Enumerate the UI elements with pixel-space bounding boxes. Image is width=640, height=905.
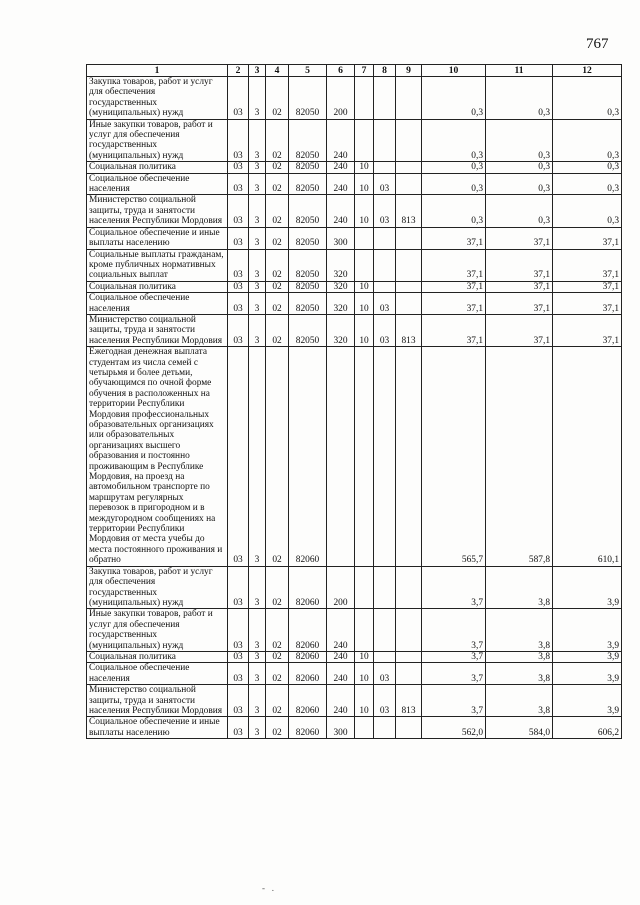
header-cell: 5 [289,65,327,77]
code-rz: 10 [355,663,374,685]
header-cell: 3 [249,65,266,77]
code-om: 02 [266,195,289,227]
code-pp: 3 [249,173,266,195]
code-grbs [396,293,422,315]
code-gp: 03 [228,293,249,315]
code-grbs [396,162,422,173]
table-row [87,609,622,652]
table-row [87,227,622,249]
code-vr: 320 [327,281,355,292]
code-direction: 82050 [289,227,327,249]
table-row [87,651,622,662]
row-name: Министерство социальной защиты, труда и занятости населения Республики Мордовия [87,314,228,346]
code-pr [374,609,396,652]
code-direction: 82060 [289,685,327,717]
code-rz: 10 [355,281,374,292]
code-pr: 03 [374,314,396,346]
code-grbs: 813 [396,195,422,227]
code-om: 02 [266,609,289,652]
code-pp: 3 [249,195,266,227]
amount-year-3: 3,9 [553,609,622,652]
amount-year-3: 37,1 [553,293,622,315]
code-direction: 82050 [289,195,327,227]
amount-year-3: 37,1 [553,249,622,281]
code-gp: 03 [228,162,249,173]
code-gp: 03 [228,314,249,346]
code-grbs [396,566,422,609]
code-om: 02 [266,663,289,685]
code-pr [374,566,396,609]
table-row [87,314,622,346]
code-gp: 03 [228,173,249,195]
amount-year-3: 37,1 [553,281,622,292]
amount-year-2: 3,8 [486,663,553,685]
code-vr: 200 [327,77,355,120]
code-vr: 240 [327,609,355,652]
amount-year-1: 3,7 [422,566,486,609]
amount-year-2: 587,8 [486,347,553,567]
amount-year-3: 3,9 [553,685,622,717]
code-vr: 240 [327,651,355,662]
code-direction: 82060 [289,609,327,652]
code-om: 02 [266,566,289,609]
code-vr: 240 [327,162,355,173]
table-row [87,717,622,739]
amount-year-2: 3,8 [486,685,553,717]
code-gp: 03 [228,663,249,685]
row-name: Социальное обеспечение и иные выплаты населению [87,717,228,739]
code-direction: 82060 [289,651,327,662]
code-rz: 10 [355,314,374,346]
code-om: 02 [266,347,289,567]
code-gp: 03 [228,119,249,162]
code-direction: 82060 [289,663,327,685]
code-rz: 10 [355,685,374,717]
table-row [87,119,622,162]
amount-year-2: 37,1 [486,227,553,249]
code-direction: 82050 [289,249,327,281]
code-pr: 03 [374,293,396,315]
code-grbs: 813 [396,314,422,346]
code-pp: 3 [249,227,266,249]
budget-table [86,64,622,739]
code-pp: 3 [249,566,266,609]
code-om: 02 [266,293,289,315]
code-om: 02 [266,717,289,739]
code-direction: 82060 [289,717,327,739]
row-name: Социальное обеспечение населения [87,173,228,195]
amount-year-3: 0,3 [553,77,622,120]
code-grbs [396,347,422,567]
amount-year-2: 0,3 [486,119,553,162]
code-pp: 3 [249,685,266,717]
code-grbs [396,609,422,652]
amount-year-1: 37,1 [422,249,486,281]
amount-year-1: 37,1 [422,314,486,346]
amount-year-1: 3,7 [422,685,486,717]
amount-year-1: 0,3 [422,119,486,162]
code-grbs [396,119,422,162]
code-direction: 82050 [289,77,327,120]
code-direction: 82050 [289,173,327,195]
code-rz: 10 [355,651,374,662]
code-grbs [396,173,422,195]
code-vr: 240 [327,195,355,227]
code-pp: 3 [249,314,266,346]
row-name: Социальная политика [87,651,228,662]
code-om: 02 [266,119,289,162]
amount-year-2: 37,1 [486,281,553,292]
page-number: 767 [586,36,609,52]
code-gp: 03 [228,566,249,609]
amount-year-1: 37,1 [422,281,486,292]
header-row [87,65,622,77]
code-direction: 82050 [289,162,327,173]
code-pr [374,717,396,739]
code-rz [355,609,374,652]
amount-year-1: 37,1 [422,227,486,249]
row-name: Министерство социальной защиты, труда и занятости населения Республики Мордовия [87,195,228,227]
code-gp: 03 [228,227,249,249]
table-row [87,195,622,227]
amount-year-2: 37,1 [486,314,553,346]
code-om: 02 [266,77,289,120]
code-pr: 03 [374,685,396,717]
code-om: 02 [266,227,289,249]
code-vr: 240 [327,685,355,717]
table-row [87,173,622,195]
code-rz: 10 [355,195,374,227]
header-cell: 8 [374,65,396,77]
code-gp: 03 [228,609,249,652]
code-om: 02 [266,173,289,195]
table-row [87,249,622,281]
code-gp: 03 [228,195,249,227]
code-grbs [396,249,422,281]
header-cell: 10 [422,65,486,77]
code-direction: 82060 [289,566,327,609]
code-pp: 3 [249,293,266,315]
code-pr [374,77,396,120]
table-row [87,347,622,567]
amount-year-2: 3,8 [486,566,553,609]
code-gp: 03 [228,281,249,292]
table-row [87,685,622,717]
code-grbs [396,717,422,739]
code-gp: 03 [228,717,249,739]
amount-year-3: 3,9 [553,651,622,662]
amount-year-1: 3,7 [422,651,486,662]
code-rz: 10 [355,173,374,195]
code-direction: 82050 [289,293,327,315]
code-pp: 3 [249,663,266,685]
row-name: Социальное обеспечение населения [87,663,228,685]
code-grbs: 813 [396,685,422,717]
code-pr [374,281,396,292]
table-body [87,77,622,739]
row-name: Социальное обеспечение населения [87,293,228,315]
code-om: 02 [266,162,289,173]
amount-year-1: 0,3 [422,173,486,195]
amount-year-2: 3,8 [486,651,553,662]
code-pr [374,347,396,567]
code-gp: 03 [228,77,249,120]
code-pp: 3 [249,651,266,662]
code-pr [374,249,396,281]
code-rz [355,249,374,281]
row-name: Министерство социальной защиты, труда и занятости населения Республики Мордовия [87,685,228,717]
code-grbs [396,281,422,292]
code-grbs [396,651,422,662]
header-cell: 11 [486,65,553,77]
code-pp: 3 [249,119,266,162]
code-rz: 10 [355,162,374,173]
code-direction: 82050 [289,119,327,162]
code-rz [355,119,374,162]
code-rz: 10 [355,293,374,315]
amount-year-2: 37,1 [486,249,553,281]
code-gp: 03 [228,651,249,662]
header-cell: 12 [553,65,622,77]
row-name: Иные закупки товаров, работ и услуг для обеспечения государственных (муниципальных) нужд [87,119,228,162]
code-pr [374,119,396,162]
code-direction: 82060 [289,347,327,567]
code-vr: 320 [327,293,355,315]
row-name: Ежегодная денежная выплата студентам из числа семей с четырьмя и более детьми, обучающимся по очной форме обучения в расположенных на территории Республики Мордовия профессиональных образовательных организациях или образовательных организациях высшего образования и постоянно проживающим в Республике Мордовия, на проезд на автомобильном транспорте по маршрутам регулярных перевозок в пригородном и в междугородном сообщениях на территории Республики Мордовия от места учебы до места постоянного проживания и обратно [87,347,228,567]
code-grbs [396,227,422,249]
header-cell: 1 [87,65,228,77]
code-vr: 200 [327,566,355,609]
code-direction: 82050 [289,281,327,292]
amount-year-3: 3,9 [553,566,622,609]
amount-year-1: 37,1 [422,293,486,315]
code-gp: 03 [228,347,249,567]
amount-year-3: 0,3 [553,195,622,227]
amount-year-3: 3,9 [553,663,622,685]
code-rz [355,717,374,739]
code-pr [374,651,396,662]
amount-year-2: 0,3 [486,77,553,120]
code-pr: 03 [374,663,396,685]
code-rz [355,347,374,567]
header-cell: 2 [228,65,249,77]
amount-year-3: 37,1 [553,227,622,249]
row-name: Закупка товаров, работ и услуг для обеспечения государственных (муниципальных) нужд [87,566,228,609]
amount-year-3: 0,3 [553,162,622,173]
code-vr: 320 [327,249,355,281]
table-row [87,281,622,292]
amount-year-1: 0,3 [422,77,486,120]
code-vr: 240 [327,173,355,195]
table-row [87,293,622,315]
row-name: Социальная политика [87,162,228,173]
amount-year-3: 0,3 [553,173,622,195]
amount-year-3: 606,2 [553,717,622,739]
code-vr: 300 [327,717,355,739]
amount-year-2: 0,3 [486,173,553,195]
code-rz [355,77,374,120]
row-name: Иные закупки товаров, работ и услуг для обеспечения государственных (муниципальных) нужд [87,609,228,652]
row-name: Социальное обеспечение и иные выплаты населению [87,227,228,249]
header-cell: 7 [355,65,374,77]
code-pp: 3 [249,609,266,652]
amount-year-2: 0,3 [486,162,553,173]
table-row [87,566,622,609]
scan-mark: - . [262,883,274,893]
row-name: Закупка товаров, работ и услуг для обеспечения государственных (муниципальных) нужд [87,77,228,120]
code-pp: 3 [249,281,266,292]
code-gp: 03 [228,249,249,281]
row-name: Социальная политика [87,281,228,292]
amount-year-1: 562,0 [422,717,486,739]
code-pr: 03 [374,195,396,227]
amount-year-1: 565,7 [422,347,486,567]
header-cell: 9 [396,65,422,77]
code-pr: 03 [374,173,396,195]
code-om: 02 [266,651,289,662]
amount-year-2: 584,0 [486,717,553,739]
code-om: 02 [266,685,289,717]
amount-year-2: 3,8 [486,609,553,652]
code-rz [355,227,374,249]
table-row [87,663,622,685]
code-pp: 3 [249,717,266,739]
code-pr [374,227,396,249]
header-cell: 4 [266,65,289,77]
amount-year-1: 0,3 [422,162,486,173]
code-gp: 03 [228,685,249,717]
code-om: 02 [266,281,289,292]
amount-year-3: 37,1 [553,314,622,346]
code-vr: 240 [327,663,355,685]
code-vr [327,347,355,567]
amount-year-2: 37,1 [486,293,553,315]
code-pr [374,162,396,173]
code-rz [355,566,374,609]
code-grbs [396,663,422,685]
code-pp: 3 [249,249,266,281]
code-direction: 82050 [289,314,327,346]
code-vr: 240 [327,119,355,162]
table-row [87,162,622,173]
amount-year-3: 610,1 [553,347,622,567]
code-grbs [396,77,422,120]
header-cell: 6 [327,65,355,77]
amount-year-1: 3,7 [422,663,486,685]
amount-year-1: 0,3 [422,195,486,227]
amount-year-1: 3,7 [422,609,486,652]
amount-year-3: 0,3 [553,119,622,162]
code-pp: 3 [249,77,266,120]
row-name: Социальные выплаты гражданам, кроме публичных нормативных социальных выплат [87,249,228,281]
amount-year-2: 0,3 [486,195,553,227]
code-vr: 320 [327,314,355,346]
code-om: 02 [266,249,289,281]
table-row [87,77,622,120]
code-pp: 3 [249,162,266,173]
code-pp: 3 [249,347,266,567]
code-om: 02 [266,314,289,346]
code-vr: 300 [327,227,355,249]
